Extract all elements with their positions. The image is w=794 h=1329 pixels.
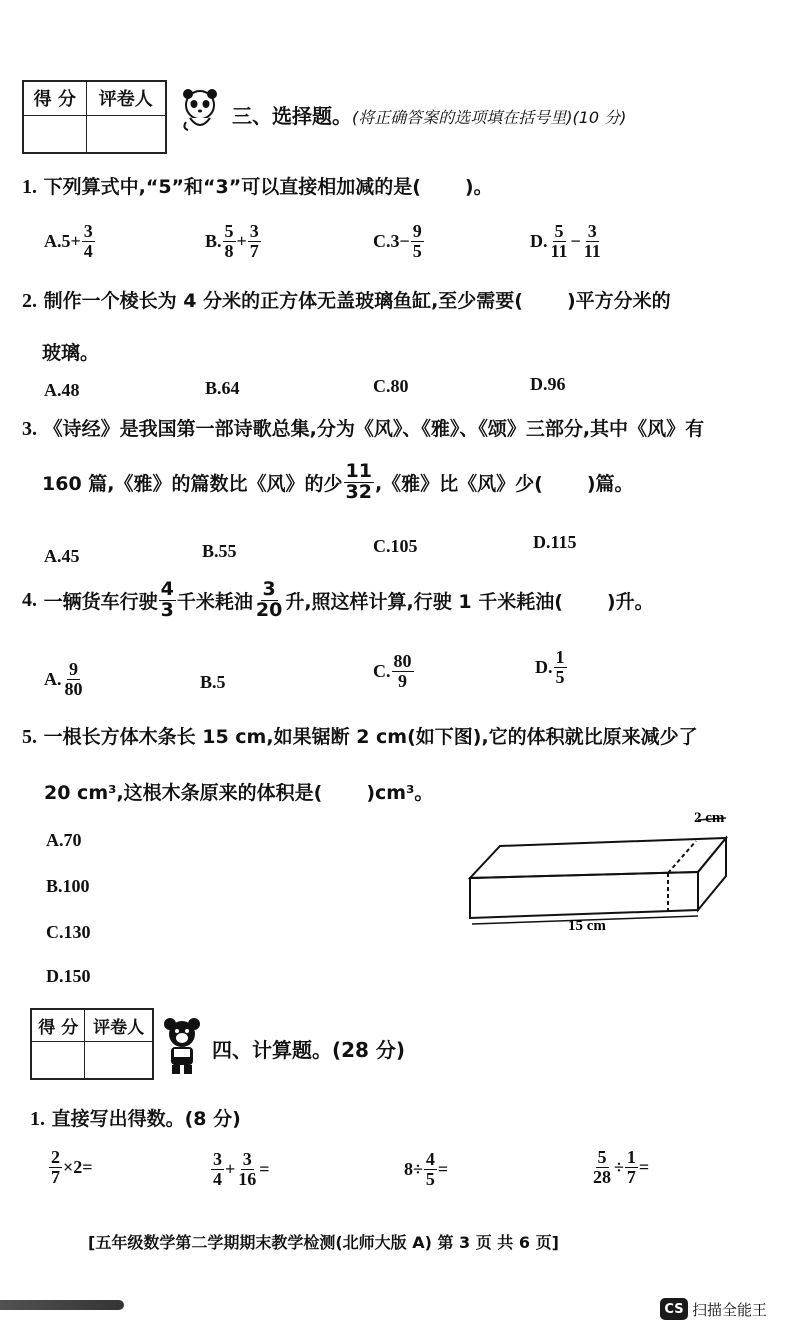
q2-option-c[interactable]: C.80	[373, 376, 409, 396]
calc-item-3[interactable]	[404, 1150, 448, 1189]
q3-option-c[interactable]: C.105	[373, 536, 418, 556]
question-text: 160 篇,《雅》的篇数比《风》的少	[42, 472, 343, 495]
q4-option-d[interactable]	[535, 648, 568, 687]
fraction	[549, 222, 570, 261]
grader-cell[interactable]	[85, 1041, 153, 1079]
prism-side-face	[698, 838, 726, 910]
numerator: 11	[345, 460, 372, 482]
option-label: A.	[44, 230, 62, 251]
score-label: 得 分	[31, 1009, 85, 1041]
fraction	[211, 1150, 224, 1189]
numerator: 5	[597, 1147, 607, 1167]
operator: ÷	[614, 1156, 624, 1177]
question-text-end: )平方分米的	[566, 290, 671, 312]
numerator: 3	[249, 221, 259, 241]
question-text: 下列算式中,“5”和“3”可以直接相加减的是(	[43, 176, 421, 198]
operator: −	[570, 230, 581, 251]
calc-expr: 8÷	[404, 1158, 423, 1179]
scanner-app-name: 扫描全能王	[692, 1300, 768, 1319]
question-4	[22, 580, 654, 621]
denominator: 7	[249, 240, 259, 261]
numerator: 3	[587, 221, 597, 241]
question-text: 升,照这样计算,行驶 1 千米耗油(	[285, 590, 563, 613]
numerator: 1	[626, 1147, 636, 1167]
question-number: 5.	[22, 726, 37, 748]
question-5-line2	[44, 778, 433, 805]
section-3-heading	[232, 100, 626, 129]
fraction	[82, 222, 95, 261]
question-text: 制作一个棱长为 4 分米的正方体无盖玻璃鱼缸,至少需要(	[43, 290, 523, 312]
fraction	[591, 1148, 613, 1187]
question-3-line2	[42, 462, 634, 503]
cut-line-top	[668, 841, 696, 873]
fraction	[424, 1150, 437, 1189]
numerator: 4	[160, 578, 174, 600]
numerator: 3	[213, 1149, 222, 1169]
numerator: 9	[69, 659, 78, 679]
question-5	[22, 722, 698, 749]
q1-option-b[interactable]	[205, 222, 262, 261]
section-3-title: 三、选择题。	[232, 104, 352, 128]
question-text: 一根长方体木条长 15 cm,如果锯断 2 cm(如下图),它的体积就比原来减少了	[43, 726, 698, 748]
question-text-end: )cm³。	[366, 782, 434, 804]
option-label: A.	[44, 668, 62, 689]
numerator: 4	[425, 1149, 435, 1169]
q3-option-d[interactable]: D.115	[533, 532, 577, 552]
option-expr: 5+	[61, 230, 81, 251]
denominator: 16	[238, 1168, 257, 1189]
section-3-note: (将正确答案的选项填在括号里)(10 分)	[352, 108, 627, 127]
fraction	[392, 652, 414, 691]
grader-label: 评卷人	[86, 81, 166, 115]
q1-option-a[interactable]	[44, 222, 96, 261]
calc-item-1[interactable]	[48, 1148, 93, 1187]
fraction	[344, 462, 374, 503]
panda-mascot-icon	[178, 88, 222, 134]
scanner-watermark	[660, 1298, 767, 1320]
fraction	[63, 660, 85, 699]
grader-cell[interactable]	[86, 115, 166, 153]
score-cell[interactable]	[31, 1041, 85, 1079]
q5-option-d[interactable]: D.150	[46, 966, 91, 986]
denominator: 7	[51, 1166, 60, 1187]
denominator: 5	[425, 1168, 435, 1189]
question-1	[22, 172, 493, 199]
question-number: 1.	[30, 1108, 45, 1130]
operator: +	[236, 230, 247, 251]
option-label: D.	[530, 230, 548, 251]
question-2	[22, 286, 671, 313]
q1-option-d[interactable]	[530, 222, 604, 261]
fraction	[236, 1150, 258, 1189]
fraction	[582, 222, 603, 261]
equals-sign: =	[259, 1158, 270, 1179]
q5-option-c[interactable]: C.130	[46, 922, 91, 942]
q5-option-a[interactable]: A.70	[46, 830, 82, 850]
grader-label: 评卷人	[85, 1009, 153, 1041]
q4-option-c[interactable]	[373, 652, 415, 691]
q2-option-d[interactable]: D.96	[530, 374, 566, 394]
q2-option-b[interactable]: B.64	[205, 378, 240, 398]
fraction	[554, 648, 567, 687]
numerator: 5	[224, 221, 234, 241]
denominator: 20	[255, 598, 283, 621]
denominator: 3	[160, 598, 174, 621]
denominator: 80	[64, 678, 83, 699]
option-label: C.	[373, 660, 391, 681]
label-15cm: 15 cm	[568, 918, 606, 934]
option-label: B.	[205, 230, 222, 251]
question-text-end: )升。	[606, 590, 654, 613]
question-text-end: )篇。	[586, 472, 634, 495]
wood-strip-figure	[462, 806, 752, 936]
denominator: 5	[412, 240, 422, 261]
question-text: 《诗经》是我国第一部诗歌总集,分为《风》、《雅》、《颂》三部分,其中《风》有	[43, 418, 705, 440]
fraction	[254, 580, 284, 621]
calc-item-4[interactable]	[590, 1148, 649, 1187]
numerator: 9	[412, 221, 422, 241]
question-number: 4.	[22, 588, 37, 611]
equals-sign: =	[638, 1156, 650, 1177]
numerator: 2	[51, 1147, 60, 1167]
numerator: 3	[83, 221, 93, 241]
numerator: 1	[555, 647, 565, 667]
question-number: 2.	[22, 290, 37, 312]
q1-option-c[interactable]	[373, 222, 425, 261]
camscanner-logo-icon: CS	[660, 1298, 688, 1320]
denominator: 32	[345, 480, 372, 503]
score-box-2	[30, 1008, 154, 1080]
option-label: C.	[373, 230, 391, 251]
question-number: 1.	[22, 176, 37, 198]
operator: +	[225, 1158, 236, 1179]
q2-option-a[interactable]: A.48	[44, 380, 80, 400]
denominator: 8	[224, 240, 234, 261]
section-4-title: 四、计算题。(28 分)	[212, 1038, 406, 1062]
numerator: 5	[554, 221, 564, 241]
denominator: 5	[555, 666, 565, 687]
question-text: 20 cm³,这根木条原来的体积是(	[44, 782, 323, 804]
q5-option-b[interactable]: B.100	[46, 876, 90, 896]
equals-sign: =	[437, 1158, 449, 1179]
score-label: 得 分	[23, 81, 86, 115]
denominator: 7	[626, 1166, 636, 1187]
question-number: 3.	[22, 418, 37, 440]
question-3	[22, 414, 704, 441]
numerator: 3	[262, 578, 276, 600]
option-label: D.	[535, 656, 553, 677]
label-2cm: 2 cm	[694, 810, 725, 826]
fraction	[159, 580, 176, 621]
question-text: 千米耗油	[176, 590, 253, 613]
denominator: 4	[83, 240, 93, 261]
q3-option-a[interactable]: A.45	[44, 546, 80, 566]
question-2-line2: 玻璃。	[42, 342, 100, 364]
question-text-end: )。	[464, 176, 493, 198]
numerator: 3	[242, 1149, 252, 1169]
denominator: 4	[213, 1168, 222, 1189]
denominator: 11	[583, 240, 601, 261]
page-footer: [五年级数学第二学期期末教学检测(北师大版 A) 第 3 页 共 6 页]	[88, 1233, 559, 1252]
calc-expr: ×2=	[63, 1156, 93, 1177]
section-4-question-1	[30, 1104, 241, 1131]
question-text: 一辆货车行驶	[43, 590, 158, 613]
numerator: 80	[393, 651, 412, 671]
fraction	[411, 222, 424, 261]
question-text: 直接写出得数。(8 分)	[51, 1108, 241, 1130]
bear-mascot-icon	[162, 1016, 202, 1076]
score-cell[interactable]	[23, 115, 86, 153]
fraction	[625, 1148, 638, 1187]
calc-item-2[interactable]	[210, 1150, 270, 1189]
q3-option-b[interactable]: B.55	[202, 541, 237, 561]
score-box-1	[22, 80, 167, 154]
scan-edge-mark	[0, 1300, 124, 1310]
denominator: 11	[550, 240, 568, 261]
prism-front-face	[470, 872, 698, 918]
denominator: 28	[593, 1166, 611, 1187]
question-text: ,《雅》比《风》少(	[374, 472, 543, 495]
fraction	[49, 1148, 62, 1187]
denominator: 9	[398, 670, 407, 691]
q4-option-a[interactable]	[44, 660, 86, 699]
q4-option-b[interactable]: B.5	[200, 672, 226, 692]
fraction	[248, 222, 261, 261]
fraction	[223, 222, 236, 261]
option-expr: 3−	[390, 230, 410, 251]
